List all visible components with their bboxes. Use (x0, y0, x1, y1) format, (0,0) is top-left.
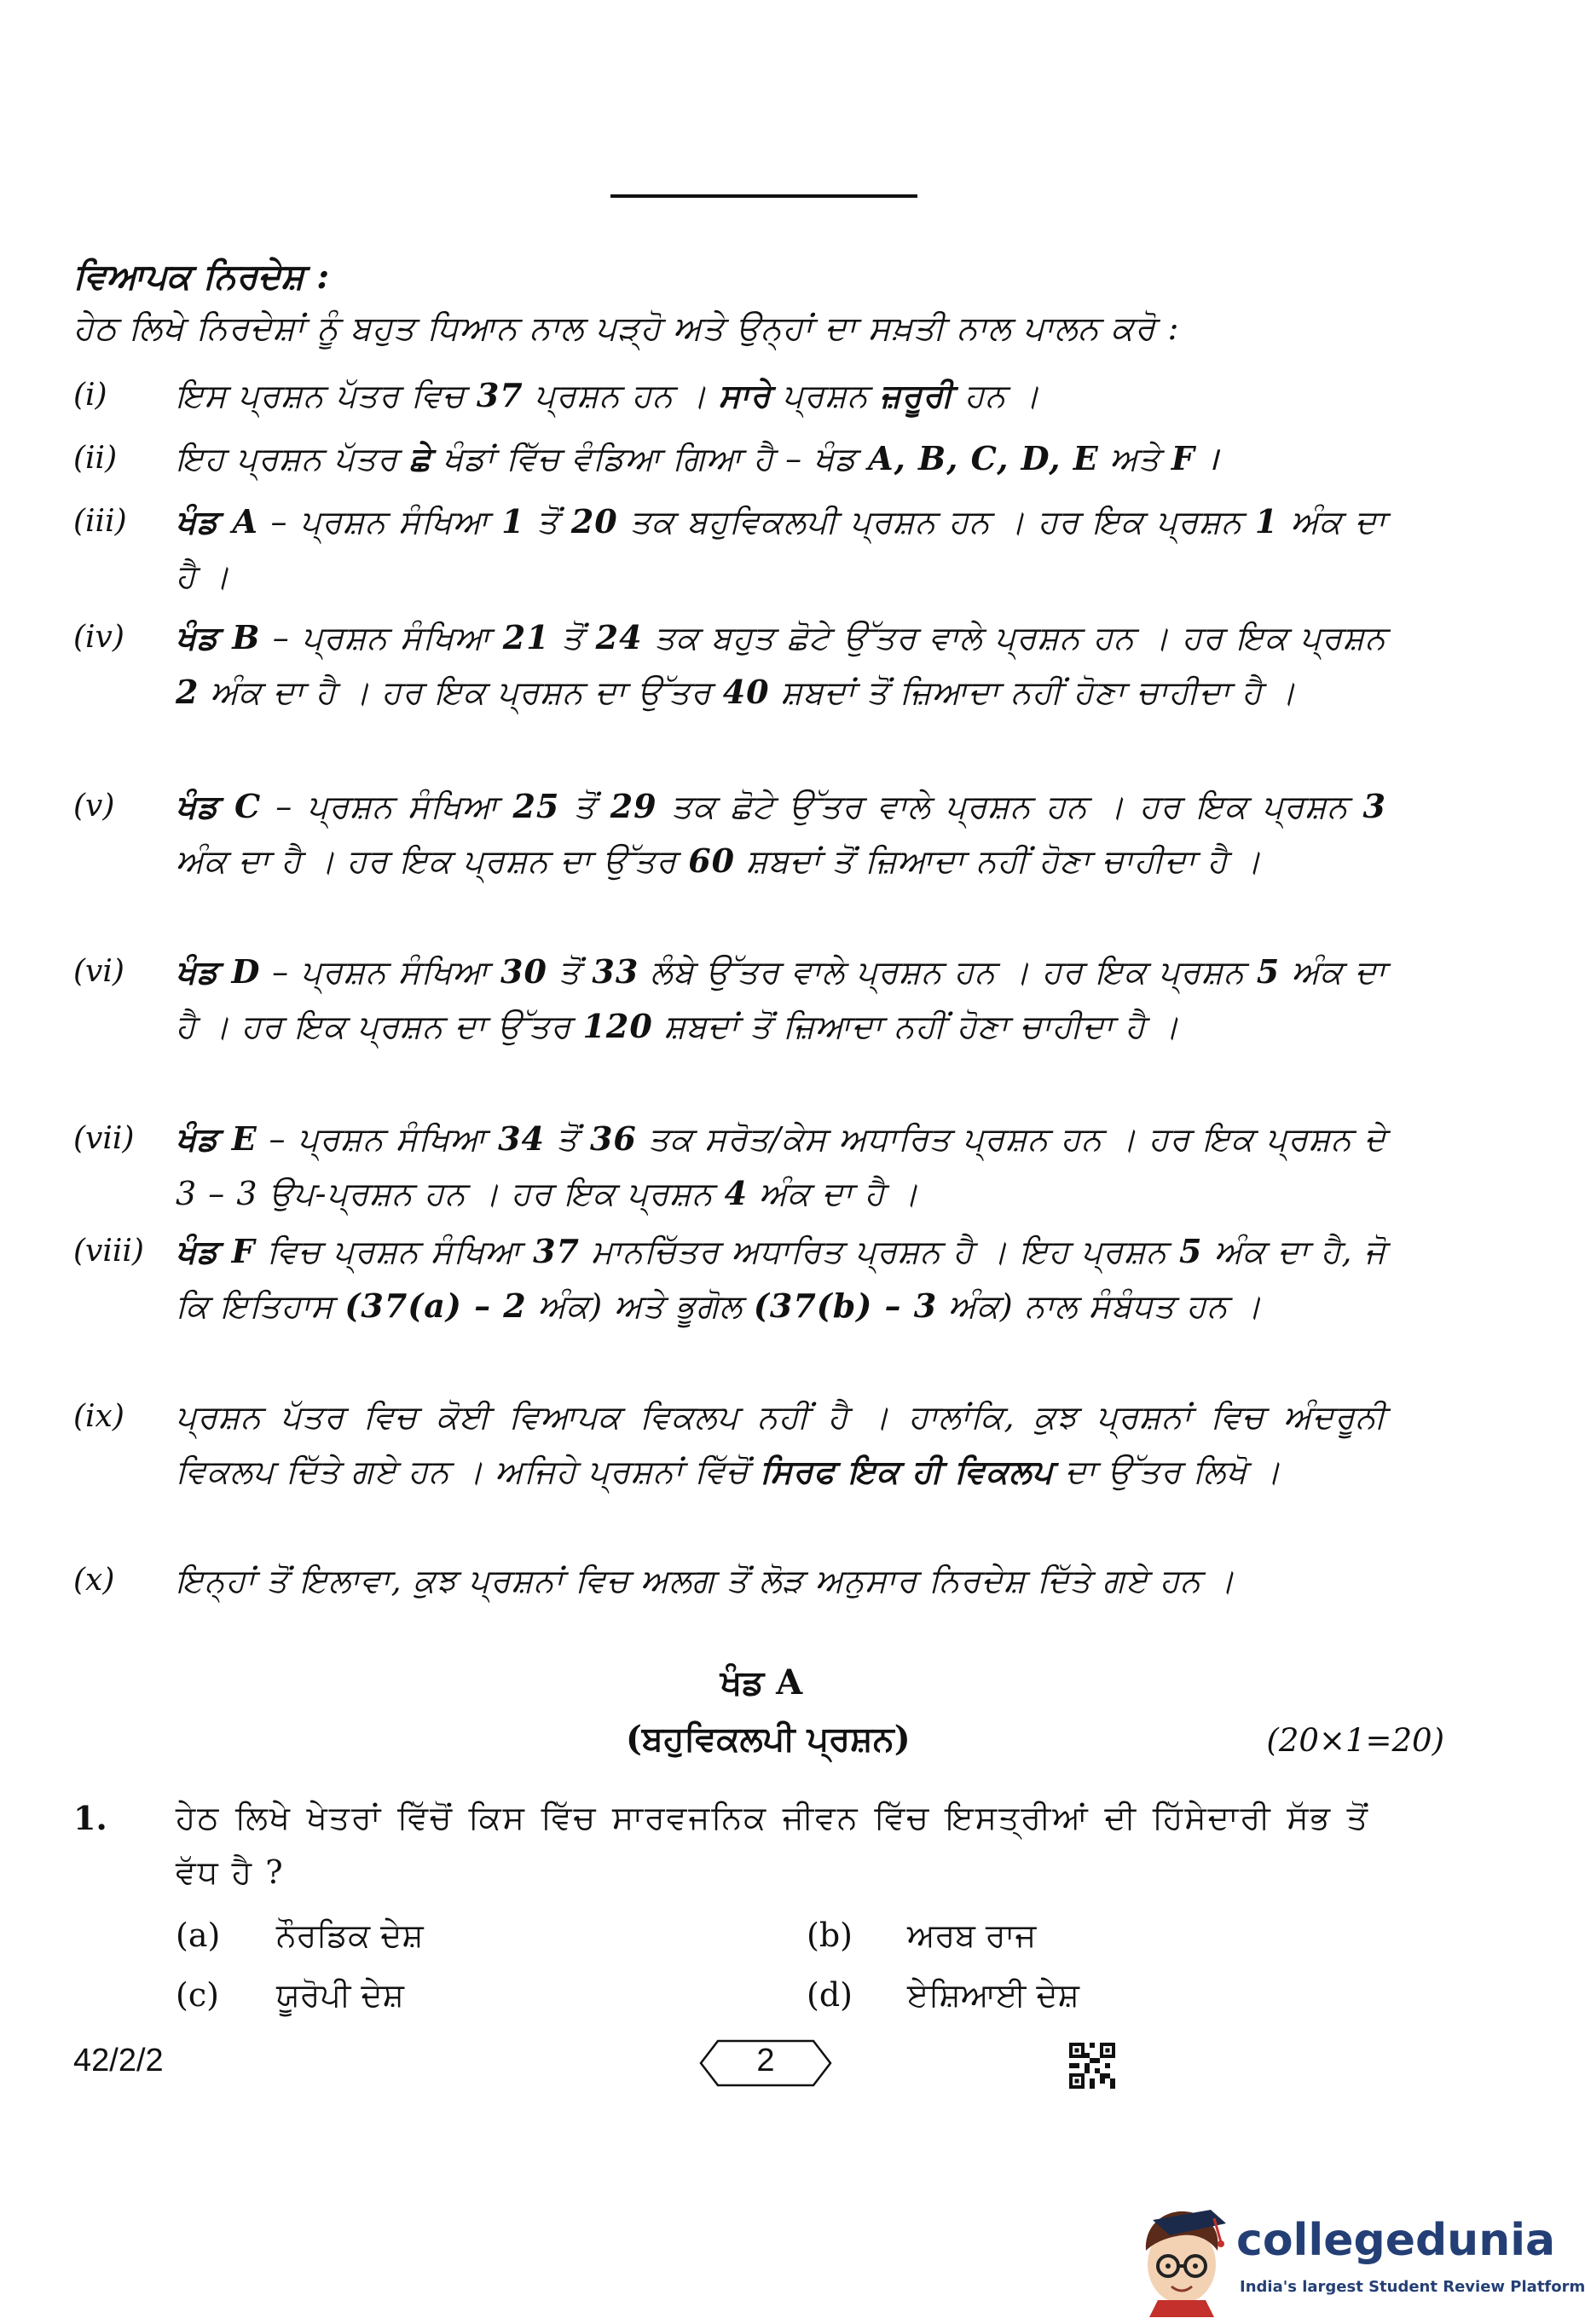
instruction-number: (vii) (73, 1121, 135, 1156)
collegedunia-brand (1132, 2198, 1585, 2317)
instruction-text: ਇਹ ਪ੍ਰਸ਼ਨ ਪੱਤਰ ਛੇ ਖੰਡਾਂ ਵਿੱਚ ਵੰਡਿਆ ਗਿਆ ਹੈ – ਖੰਡ A, B, C, D, E ਅਤੇ F । (176, 439, 1220, 477)
option-text: ਨੌਰਡਿਕ ਦੇਸ਼ (276, 1916, 424, 1954)
instruction-number: (viii) (73, 1234, 144, 1269)
instruction-item (73, 494, 1386, 604)
instruction-item (73, 1390, 1386, 1499)
instruction-number: (ii) (73, 441, 118, 476)
section-title: ਖੰਡ A (720, 1662, 803, 1703)
option-d (807, 1976, 1079, 2015)
section-subtitle: (ਬਹੁਵਿਕਲਪੀ ਪ੍ਰਸ਼ਨ) (626, 1719, 911, 1759)
option-text: ਅਰਬ ਰਾਜ (907, 1916, 1037, 1954)
option-a (176, 1916, 424, 1955)
option-label: (b) (807, 1916, 853, 1954)
instruction-text: ਖੰਡ B – ਪ੍ਰਸ਼ਨ ਸੰਖਿਆ 21 ਤੋਂ 24 ਤਕ ਬਹੁਤ ਛੋਟੇ ਉੱਤਰ ਵਾਲੇ ਪ੍ਰਸ਼ਨ ਹਨ । ਹਰ ਇਕ ਪ੍ਰਸ਼ਨ 2 ਅੰਕ ਦਾ ਹੈ । ਹਰ ਇਕ ਪ੍ਰਸ਼ਨ ਦਾ ਉੱਤਰ 40 ਸ਼ਬਦਾਂ ਤੋਂ ਜ਼ਿਆਦਾ ਨਹੀਂ ਹੋਣਾ ਚਾਹੀਦਾ ਹੈ । (176, 618, 1387, 711)
instruction-item (73, 1112, 1386, 1221)
paper-code: 42/2/2 (73, 2043, 164, 2078)
page-number-box (697, 2038, 834, 2089)
instruction-item (73, 610, 1386, 720)
instruction-number: (i) (73, 378, 107, 413)
instruction-item (73, 945, 1386, 1054)
top-rule (610, 194, 917, 198)
question-number: 1. (73, 1799, 107, 1837)
instruction-text: ਇਨ੍ਹਾਂ ਤੋਂ ਇਲਾਵਾ, ਕੁਝ ਪ੍ਰਸ਼ਨਾਂ ਵਿਚ ਅਲਗ ਤੋਂ ਲੋੜ ਅਨੁਸਾਰ ਨਿਰਦੇਸ਼ ਦਿੱਤੇ ਗਏ ਹਨ । (176, 1562, 1235, 1599)
instruction-text: ਪ੍ਰਸ਼ਨ ਪੱਤਰ ਵਿਚ ਕੋਈ ਵਿਆਪਕ ਵਿਕਲਪ ਨਹੀਂ ਹੈ । ਹਾਲਾਂਕਿ, ਕੁਝ ਪ੍ਰਸ਼ਨਾਂ ਵਿਚ ਅੰਦਰੂਨੀ ਵਿਕਲਪ ਦਿੱਤੇ ਗਏ ਹਨ । ਅਜਿਹੇ ਪ੍ਰਸ਼ਨਾਂ ਵਿੱਚੋਂ ਸਿਰਫ ਇਕ ਹੀ ਵਿਕਲਪ ਦਾ ਉੱਤਰ ਲਿਖੋ । (176, 1398, 1386, 1490)
option-b (807, 1916, 1036, 1955)
instruction-text: ਇਸ ਪ੍ਰਸ਼ਨ ਪੱਤਰ ਵਿਚ 37 ਪ੍ਰਸ਼ਨ ਹਨ । ਸਾਰੇ ਪ੍ਰਸ਼ਨ ਜ਼ਰੂਰੀ ਹਨ । (176, 376, 1041, 414)
instruction-number: (x) (73, 1563, 115, 1598)
instruction-number: (iii) (73, 504, 127, 539)
instruction-text: ਖੰਡ C – ਪ੍ਰਸ਼ਨ ਸੰਖਿਆ 25 ਤੋਂ 29 ਤਕ ਛੋਟੇ ਉੱਤਰ ਵਾਲੇ ਪ੍ਰਸ਼ਨ ਹਨ । ਹਰ ਇਕ ਪ੍ਰਸ਼ਨ 3 ਅੰਕ ਦਾ ਹੈ । ਹਰ ਇਕ ਪ੍ਰਸ਼ਨ ਦਾ ਉੱਤਰ 60 ਸ਼ਬਦਾਂ ਤੋਂ ਜ਼ਿਆਦਾ ਨਹੀਂ ਹੋਣਾ ਚਾਹੀਦਾ ਹੈ । (176, 787, 1386, 880)
question-text: ਹੇਠ ਲਿਖੇ ਖੇਤਰਾਂ ਵਿੱਚੋਂ ਕਿਸ ਵਿੱਚ ਸਾਰਵਜਨਿਕ ਜੀਵਨ ਵਿੱਚ ਇਸਤ੍ਰੀਆਂ ਦੀ ਹਿੱਸੇਦਾਰੀ ਸੱਭ ਤੋਂ ਵੱਧ ਹੈ ? (176, 1799, 1369, 1891)
option-c (176, 1976, 404, 2015)
instruction-number: (iv) (73, 620, 124, 655)
option-label: (a) (176, 1916, 221, 1954)
mascot-logo-icon (1132, 2198, 1235, 2317)
qr-code-icon (1069, 2043, 1115, 2089)
instruction-item (73, 1553, 1386, 1608)
instruction-item (73, 431, 1386, 486)
option-label: (c) (176, 1976, 219, 2014)
section-marks: (20×1=20) (1266, 1722, 1444, 1759)
instruction-text: ਖੰਡ E – ਪ੍ਰਸ਼ਨ ਸੰਖਿਆ 34 ਤੋਂ 36 ਤਕ ਸਰੋਤ/ਕੇਸ ਅਧਾਰਿਤ ਪ੍ਰਸ਼ਨ ਹਨ । ਹਰ ਇਕ ਪ੍ਰਸ਼ਨ ਦੇ 3 – 3 ਉਪ-ਪ੍ਰਸ਼ਨ ਹਨ । ਹਰ ਇਕ ਪ੍ਰਸ਼ਨ 4 ਅੰਕ ਦਾ ਹੈ । (176, 1119, 1386, 1212)
brand-tagline: India's largest Student Review Platform (1240, 2278, 1585, 2296)
instruction-text: ਖੰਡ F ਵਿਚ ਪ੍ਰਸ਼ਨ ਸੰਖਿਆ 37 ਮਾਨਚਿੱਤਰ ਅਧਾਰਿਤ ਪ੍ਰਸ਼ਨ ਹੈ । ਇਹ ਪ੍ਰਸ਼ਨ 5 ਅੰਕ ਦਾ ਹੈ, ਜੋ ਕਿ ਇਤਿਹਾਸ (37(a) – 2 ਅੰਕ) ਅਤੇ ਭੂਗੋਲ (37(b) – 3 ਅੰਕ) ਨਾਲ ਸੰਬੰਧਤ ਹਨ । (176, 1232, 1386, 1325)
page-number: 2 (756, 2043, 775, 2078)
general-instructions-heading: ਵਿਆਪਕ ਨਿਰਦੇਸ਼ : (73, 256, 330, 297)
option-label: (d) (807, 1976, 853, 2014)
option-text: ਏਸ਼ਿਆਈ ਦੇਸ਼ (907, 1976, 1079, 2014)
instruction-number: (v) (73, 789, 115, 824)
instruction-text: ਖੰਡ A – ਪ੍ਰਸ਼ਨ ਸੰਖਿਆ 1 ਤੋਂ 20 ਤਕ ਬਹੁਵਿਕਲਪੀ ਪ੍ਰਸ਼ਨ ਹਨ । ਹਰ ਇਕ ਪ੍ਰਸ਼ਨ 1 ਅੰਕ ਦਾ ਹੈ । (176, 502, 1386, 595)
instruction-text: ਖੰਡ D – ਪ੍ਰਸ਼ਨ ਸੰਖਿਆ 30 ਤੋਂ 33 ਲੰਬੇ ਉੱਤਰ ਵਾਲੇ ਪ੍ਰਸ਼ਨ ਹਨ । ਹਰ ਇਕ ਪ੍ਰਸ਼ਨ 5 ਅੰਕ ਦਾ ਹੈ । ਹਰ ਇਕ ਪ੍ਰਸ਼ਨ ਦਾ ਉੱਤਰ 120 ਸ਼ਬਦਾਂ ਤੋਂ ਜ਼ਿਆਦਾ ਨਹੀਂ ਹੋਣਾ ਚਾਹੀਦਾ ਹੈ । (176, 952, 1386, 1045)
instruction-item (73, 1224, 1386, 1333)
instructions-intro: ਹੇਠ ਲਿਖੇ ਨਿਰਦੇਸ਼ਾਂ ਨੂੰ ਬਹੁਤ ਧਿਆਨ ਨਾਲ ਪੜ੍ਹੋ ਅਤੇ ਉਨ੍ਹਾਂ ਦਾ ਸਖ਼ਤੀ ਨਾਲ ਪਾਲਨ ਕਰੋ : (73, 309, 1180, 348)
instruction-item (73, 368, 1386, 423)
instruction-number: (ix) (73, 1399, 124, 1434)
instruction-number: (vi) (73, 954, 124, 989)
instruction-item (73, 779, 1386, 888)
brand-name: collegedunia (1236, 2215, 1556, 2266)
option-text: ਯੂਰੋਪੀ ਦੇਸ਼ (276, 1976, 404, 2014)
